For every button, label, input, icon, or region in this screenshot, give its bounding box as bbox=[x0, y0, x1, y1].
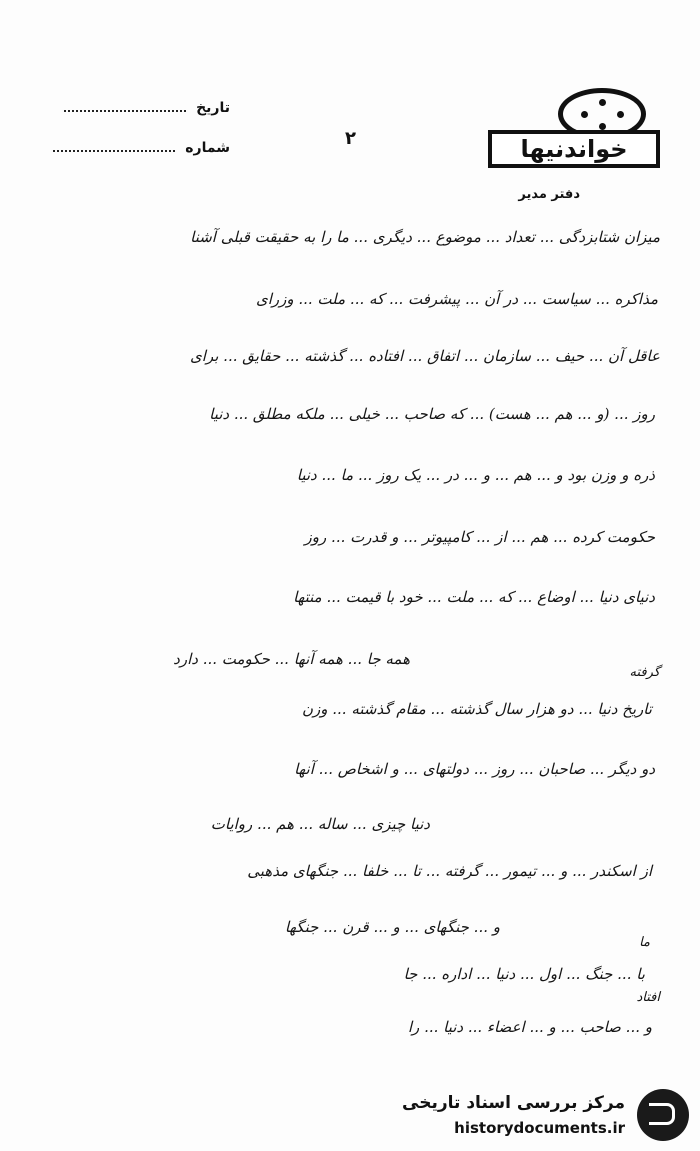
handwritten-line: با ... جنگ ... اول ... دنیا ... اداره ... جا bbox=[403, 965, 645, 983]
handwritten-line: از اسکندر ... و ... تیمور ... گرفته ... تا ... خلفا ... جنگهای مذهبی bbox=[247, 862, 652, 880]
archive-name: مرکز بررسی اسناد تاریخی bbox=[402, 1093, 625, 1113]
handwritten-line: ذره و وزن بود و ... هم ... و ... در ... یک روز ... ما ... دنیا bbox=[296, 466, 655, 484]
handwritten-line: همه جا ... همه آنها ... حکومت ... دارد bbox=[173, 650, 410, 668]
logo-wordmark: خواندنیها bbox=[488, 130, 660, 168]
archive-watermark bbox=[402, 1085, 695, 1147]
letterhead-logo bbox=[488, 88, 668, 180]
page-number: ۲ bbox=[345, 128, 356, 149]
handwritten-line: دنیای دنیا ... اوضاع ... که ... ملت ... خود با قیمت ... منتها bbox=[293, 588, 655, 606]
handwritten-line: و ... جنگهای ... و ... قرن ... جنگها bbox=[284, 918, 500, 936]
handwritten-line: عاقل آن ... حیف ... سازمان ... اتفاق ... افتاده ... گذشته ... حقایق ... برای bbox=[190, 347, 660, 365]
archive-website: historydocuments.ir bbox=[454, 1119, 625, 1137]
date-line bbox=[64, 110, 186, 112]
archive-logo-icon bbox=[637, 1089, 689, 1141]
handwritten-line: حکومت کرده ... هم ... از ... کامپیوتر ... و قدرت ... روز bbox=[304, 528, 655, 546]
number-line bbox=[53, 150, 175, 152]
number-label: شماره bbox=[185, 140, 230, 156]
handwritten-line: و ... صاحب ... و ... اعضاء ... دنیا ... را bbox=[407, 1018, 652, 1036]
margin-note: گرفته bbox=[629, 665, 660, 680]
handwritten-line: روز ... (و ... هم ... هست) ... که صاحب ... خیلی ... ملکه مطلق ... دنیا bbox=[209, 405, 655, 423]
date-field bbox=[64, 100, 230, 116]
handwritten-line: دو دیگر ... صاحبان ... روز ... دولتهای ... و اشخاص ... آنها bbox=[294, 760, 655, 778]
margin-note: افتاد bbox=[636, 990, 660, 1005]
number-field bbox=[53, 140, 230, 156]
handwritten-line: مذاکره ... سیاست ... در آن ... پیشرفت ... که ... ملت ... وزرای bbox=[255, 290, 658, 308]
handwritten-line: دنیا چیزی ... ساله ... هم ... روایات bbox=[210, 815, 430, 833]
handwritten-line: میزان شتابزدگی ... تعداد ... موضوع ... دیگری ... ما را به حقیقت قبلی آشنا bbox=[190, 228, 660, 246]
date-label: تاریخ bbox=[196, 100, 230, 116]
margin-note: ما bbox=[639, 935, 650, 950]
handwritten-line: تاریخ دنیا ... دو هزار سال گذشته ... مقام گذشته ... وزن bbox=[301, 700, 652, 718]
office-label: دفتر مدیر bbox=[518, 187, 580, 202]
